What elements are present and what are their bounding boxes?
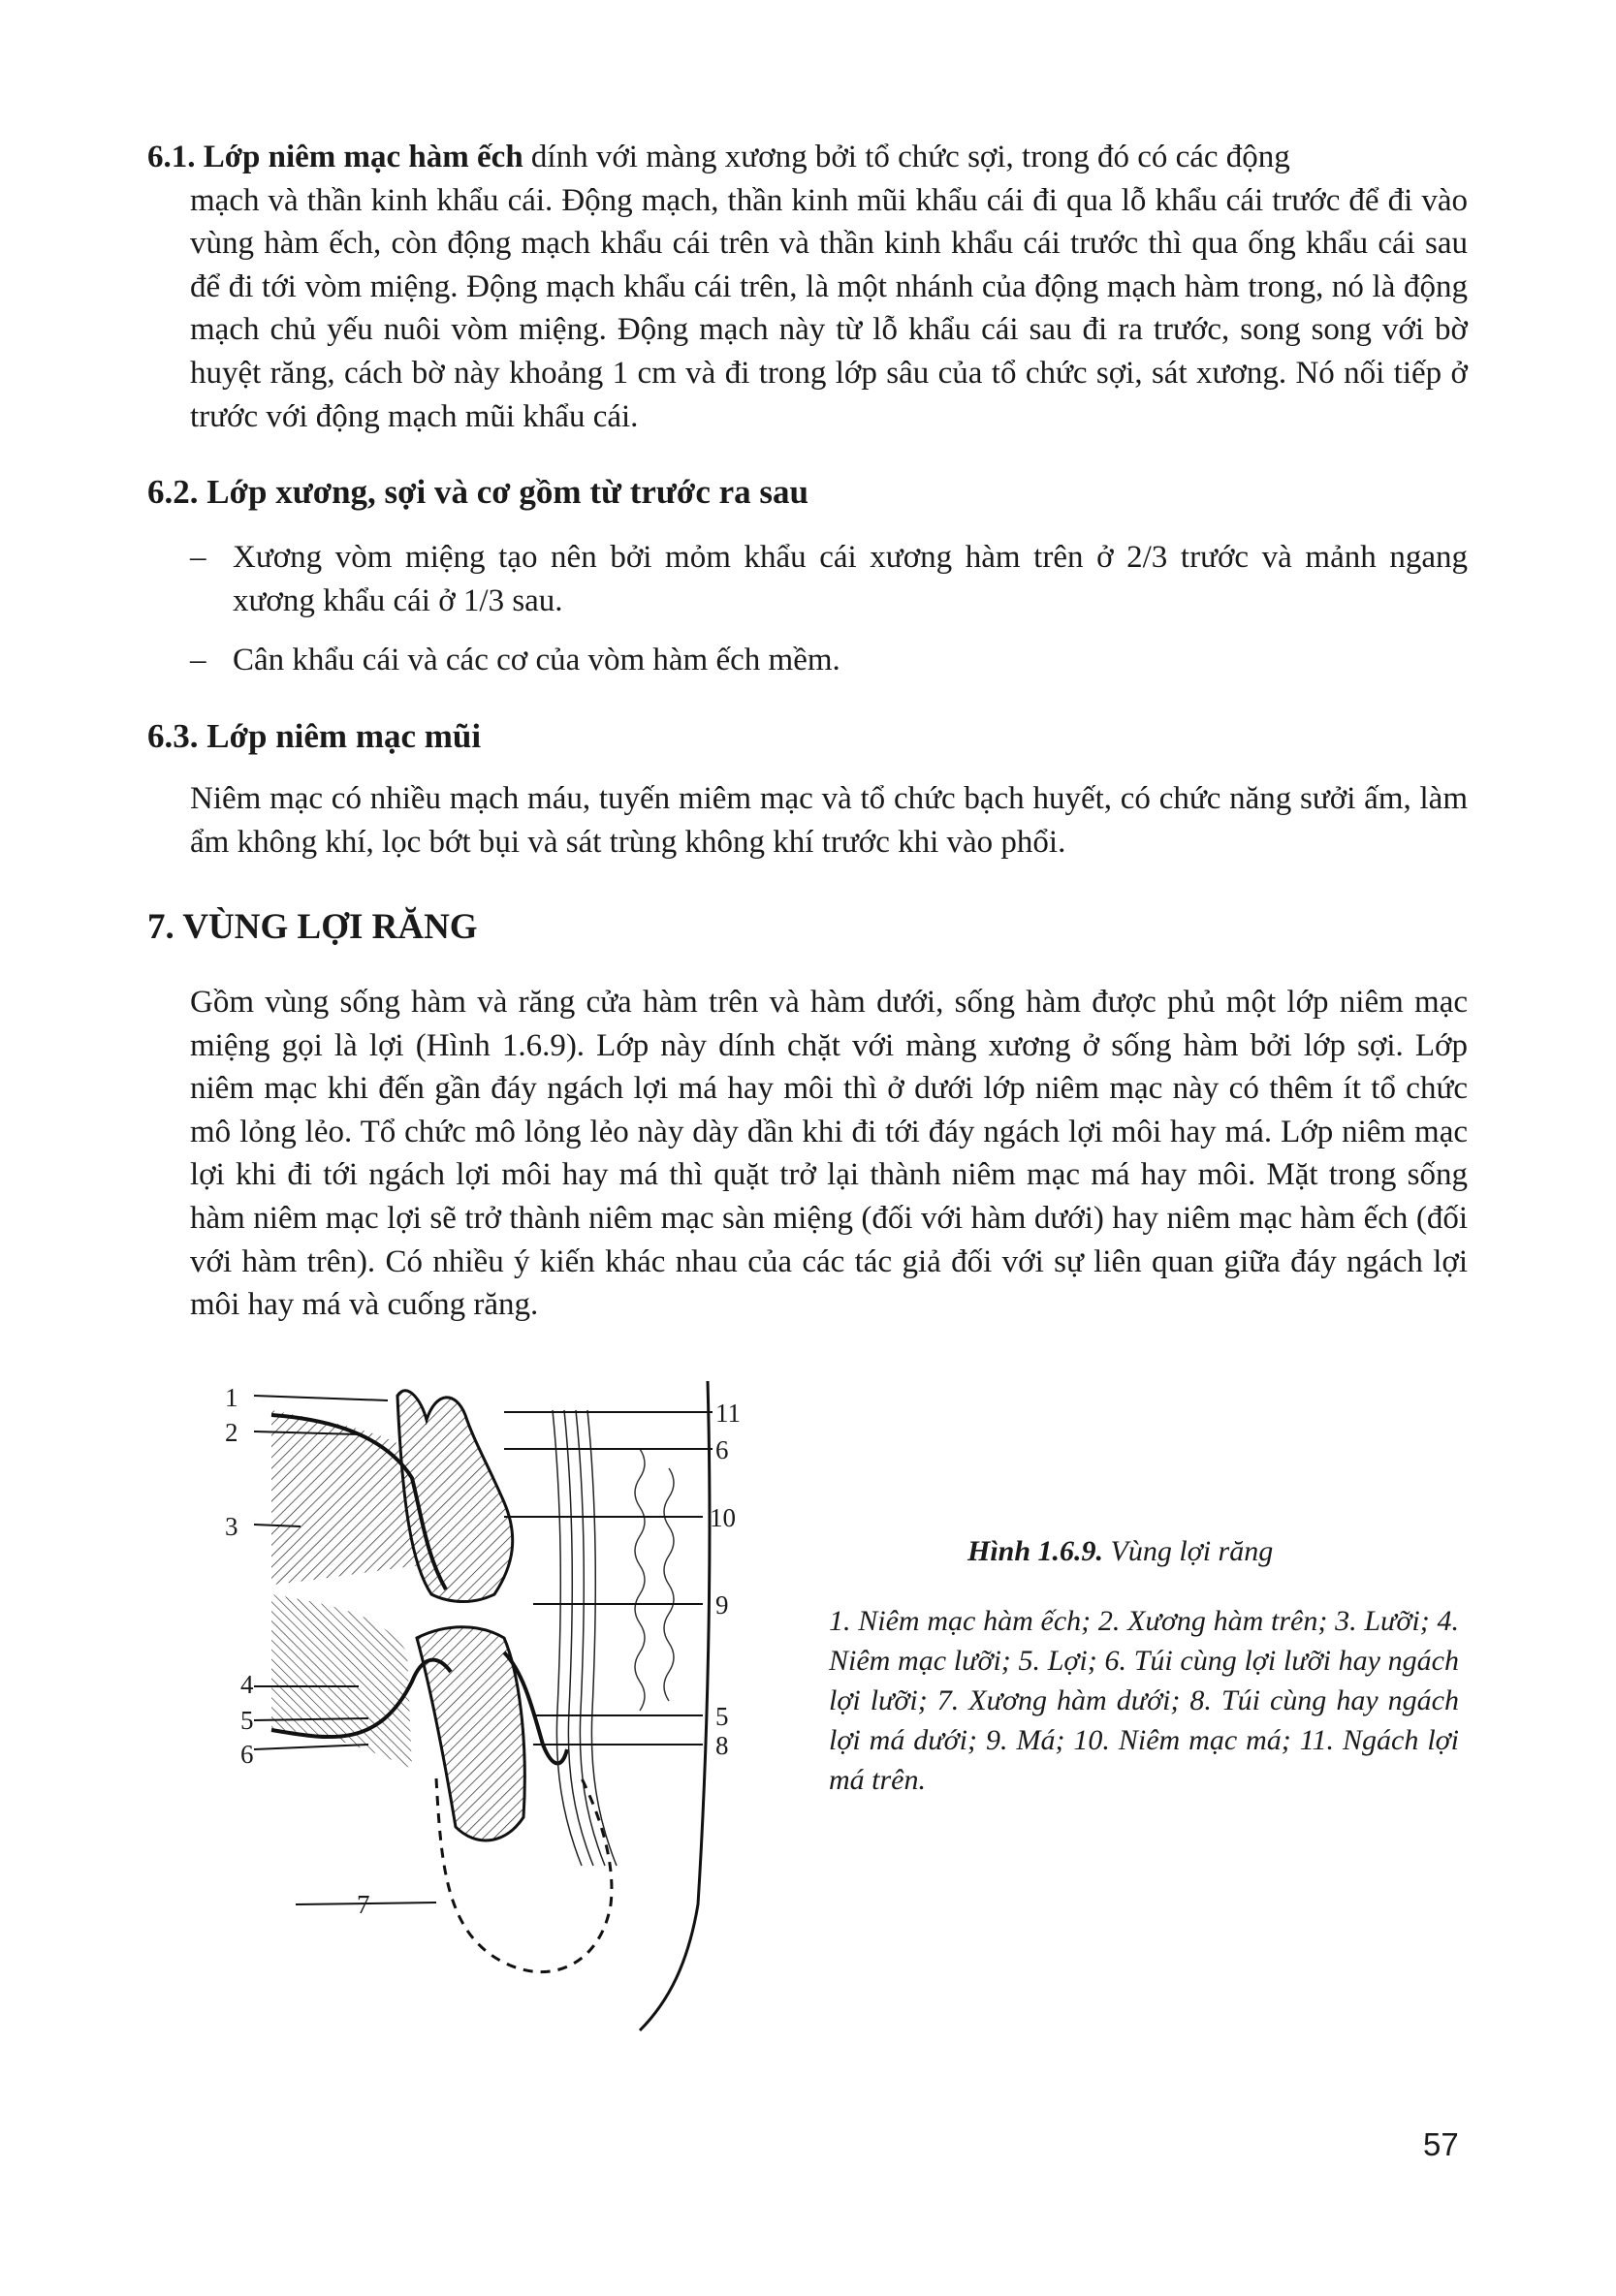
bullet-text: Xương vòm miệng tạo nên bởi mỏm khẩu cái xương hàm trên ở 2/3 trước và mảnh ngang xương khẩu cái ở 1/3 sau. (233, 540, 1468, 618)
section-6-1-title: 6.1. Lớp niêm mạc hàm ếch (147, 140, 523, 174)
figure-label: 7 (357, 1890, 370, 1919)
cheek-outline (640, 1381, 710, 2030)
bullet-dash: – (190, 540, 206, 575)
section-7-title: 7. VÙNG LỢI RĂNG (147, 907, 478, 947)
figure-label: 5 (240, 1706, 254, 1735)
tongue-hatch (271, 1594, 412, 1769)
section-6-2-bullet-1 (190, 536, 1468, 622)
section-6-2-bullet-2 (190, 639, 1468, 682)
figure-title: Vùng lợi răng (1103, 1535, 1274, 1567)
figure-label: 3 (225, 1512, 238, 1541)
bullet-dash: – (190, 643, 206, 677)
figure-number: Hình 1.6.9. (967, 1535, 1104, 1567)
figure-label: 11 (715, 1399, 741, 1428)
figure-label: 2 (225, 1418, 238, 1447)
figure-label: 6 (240, 1740, 254, 1769)
bullet-text: Cân khẩu cái và các cơ của vòm hàm ếch mềm. (233, 643, 840, 677)
section-6-2-title: 6.2. Lớp xương, sợi và cơ gồm từ trước ra sau (147, 473, 808, 511)
gum-region-figure (213, 1362, 756, 2060)
section-7-text: Gồm vùng sống hàm và răng cửa hàm trên và hàm dưới, sống hàm được phủ một lớp niêm mạc miệng gọi là lợi (Hình 1.6.9). Lớp này dính chặt với màng xương ở sống hàm bởi lớp sợi. Lớp niêm mạc khi đến gần đáy ngách lợi má hay môi thì ở dưới lớp niêm mạc này có thêm ít tổ chức mô lỏng lẻo. Tổ chức mô lỏng lẻo này dày dần khi đi tới đáy ngách lợi môi hay má. Lớp niêm mạc lợi khi đi tới ngách lợi môi hay má thì quặt trở lại thành niêm mạc má hay môi. Mặt trong sống hàm niêm mạc lợi sẽ trở thành niêm mạc sàn miệng (đối với hàm dưới) hay niêm mạc hàm ếch (đối với hàm trên). Có nhiều ý kiến khác nhau của các tác giả đối với sự liên quan giữa đáy ngách lợi môi hay má và cuống răng. (190, 985, 1468, 1323)
figure-label: 1 (225, 1383, 238, 1412)
figure-label: 5 (715, 1702, 729, 1731)
section-6-1-paragraph (147, 136, 1468, 438)
figure-label: 6 (715, 1435, 729, 1464)
figure-caption-text: 1. Niêm mạc hàm ếch; 2. Xương hàm trên; 3. Lưỡi; 4. Niêm mạc lưỡi; 5. Lợi; 6. Túi cùng lợi lưỡi hay ngách lợi lưỡi; 7. Xương hàm dưới; 8. Túi cùng hay ngách lợi má dưới; 9. Má; 10. Niêm mạc má; 11. Ngách lợi má trên. (829, 1605, 1459, 1796)
figure-label: 10 (710, 1503, 736, 1532)
section-6-1-text: mạch và thần kinh khẩu cái. Động mạch, thần kinh mũi khẩu cái đi qua lỗ khẩu cái trước để đi vào vùng hàm ếch, còn động mạch khẩu cái trên và thần kinh khẩu cái trước thì qua ống khẩu cái sau để đi tới vòm miệng. Động mạch khẩu cái trên, là một nhánh của động mạch hàm trong, nó là động mạch chủ yếu nuôi vòm miệng. Động mạch này từ lỗ khẩu cái sau đi ra trước, song song với bờ huyệt răng, cách bờ này khoảng 1 cm và đi trong lớp sâu của tổ chức sợi, sát xương. Nó nối tiếp ở trước với động mạch mũi khẩu cái. (190, 182, 1468, 434)
figure-caption-title (967, 1535, 1273, 1568)
section-6-3-title: 6.3. Lớp niêm mạc mũi (147, 717, 482, 755)
figure-label: 9 (715, 1590, 729, 1620)
figure-label: 4 (240, 1670, 254, 1699)
section-6-3-text: Niêm mạc có nhiều mạch máu, tuyến miêm mạc và tổ chức bạch huyết, có chức năng sưởi ấm, làm ẩm không khí, lọc bớt bụi và sát trùng không khí trước khi vào phổi. (190, 781, 1468, 860)
anatomy-drawing (213, 1362, 756, 2060)
page-number: 57 (1423, 2126, 1459, 2162)
section-6-1-first-line: dính với màng xương bởi tổ chức sợi, trong đó có các động (523, 140, 1290, 174)
figure-label: 8 (715, 1731, 729, 1760)
